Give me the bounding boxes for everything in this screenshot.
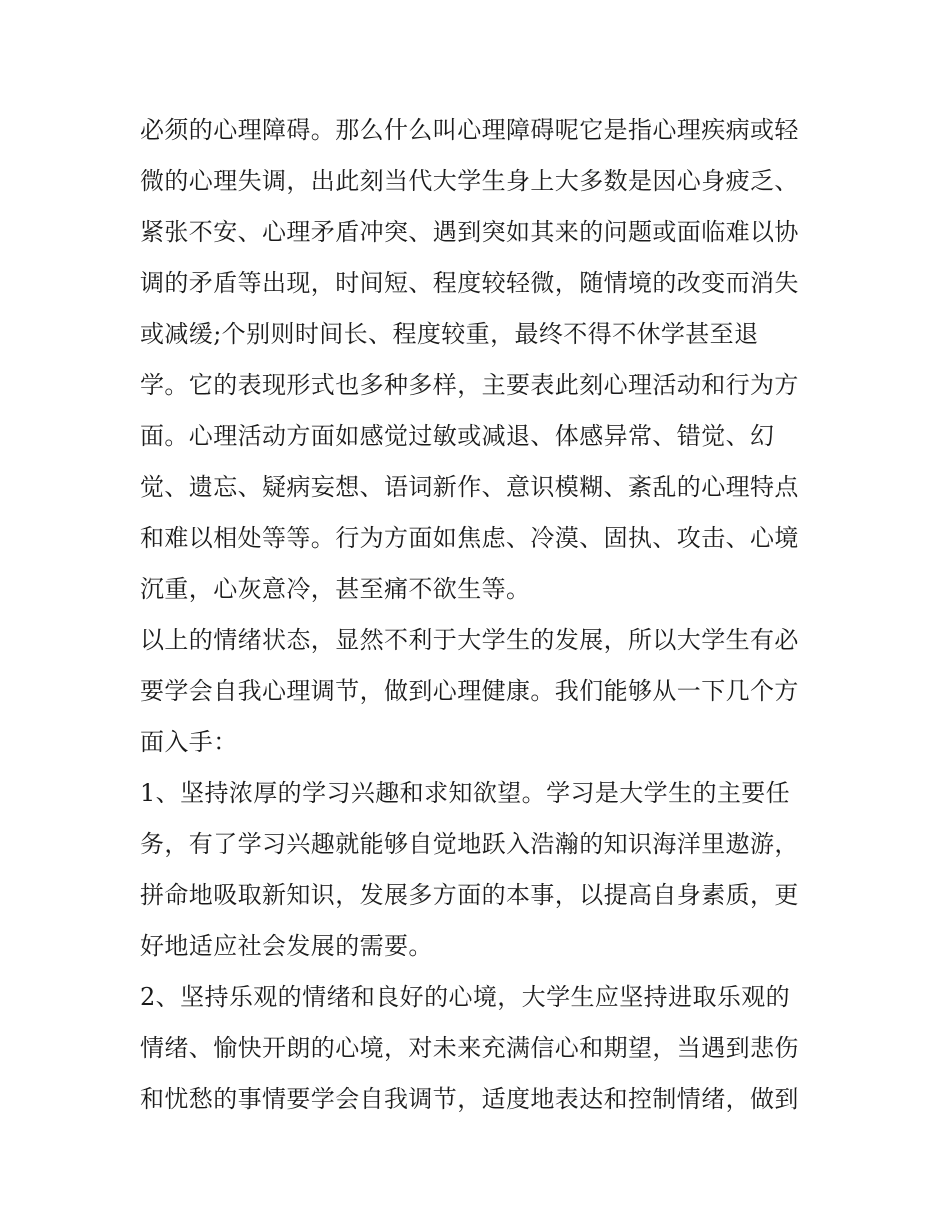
text-line: 好地适应社会发展的需要。 (140, 932, 433, 960)
text-line: 以上的情绪状态，显然不利于大学生的发展，所以大学生有必 (140, 626, 799, 654)
text-line: 2、坚持乐观的情绪和良好的心境，大学生应坚持进取乐观的 (140, 983, 791, 1011)
text-line: 必须的心理障碍。那么什么叫心理障碍呢它是指心理疾病或轻 (140, 116, 799, 144)
text-line: 面。心理活动方面如感觉过敏或减退、体感异常、错觉、幻 (140, 422, 775, 450)
text-line: 拼命地吸取新知识，发展多方面的本事，以提高自身素质，更 (140, 881, 799, 909)
text-line: 要学会自我心理调节，做到心理健康。我们能够从一下几个方 (140, 677, 799, 705)
text-line: 微的心理失调，出此刻当代大学生身上大多数是因心身疲乏、 (140, 167, 799, 195)
text-line: 觉、遗忘、疑病妄想、语词新作、意识模糊、紊乱的心理特点 (140, 473, 799, 501)
text-line: 学。它的表现形式也多种多样，主要表此刻心理活动和行为方 (140, 371, 799, 399)
text-line: 1、坚持浓厚的学习兴趣和求知欲望。学习是大学生的主要任 (140, 779, 791, 807)
text-line: 面入手： (140, 728, 238, 756)
text-line: 调的矛盾等出现，时间短、程度较轻微，随情境的改变而消失 (140, 269, 799, 297)
text-line: 和难以相处等等。行为方面如焦虑、冷漠、固执、攻击、心境 (140, 524, 799, 552)
text-line: 沉重，心灰意冷，甚至痛不欲生等。 (140, 575, 531, 603)
text-line: 紧张不安、心理矛盾冲突、遇到突如其来的问题或面临难以协 (140, 218, 799, 246)
text-line: 或减缓;个别则时间长、程度较重，最终不得不休学甚至退 (140, 320, 759, 348)
text-line: 务，有了学习兴趣就能够自觉地跃入浩瀚的知识海洋里遨游， (140, 830, 799, 858)
text-line: 和忧愁的事情要学会自我调节，适度地表达和控制情绪，做到 (140, 1085, 799, 1113)
text-line: 情绪、愉快开朗的心境，对未来充满信心和期望，当遇到悲伤 (140, 1034, 799, 1062)
